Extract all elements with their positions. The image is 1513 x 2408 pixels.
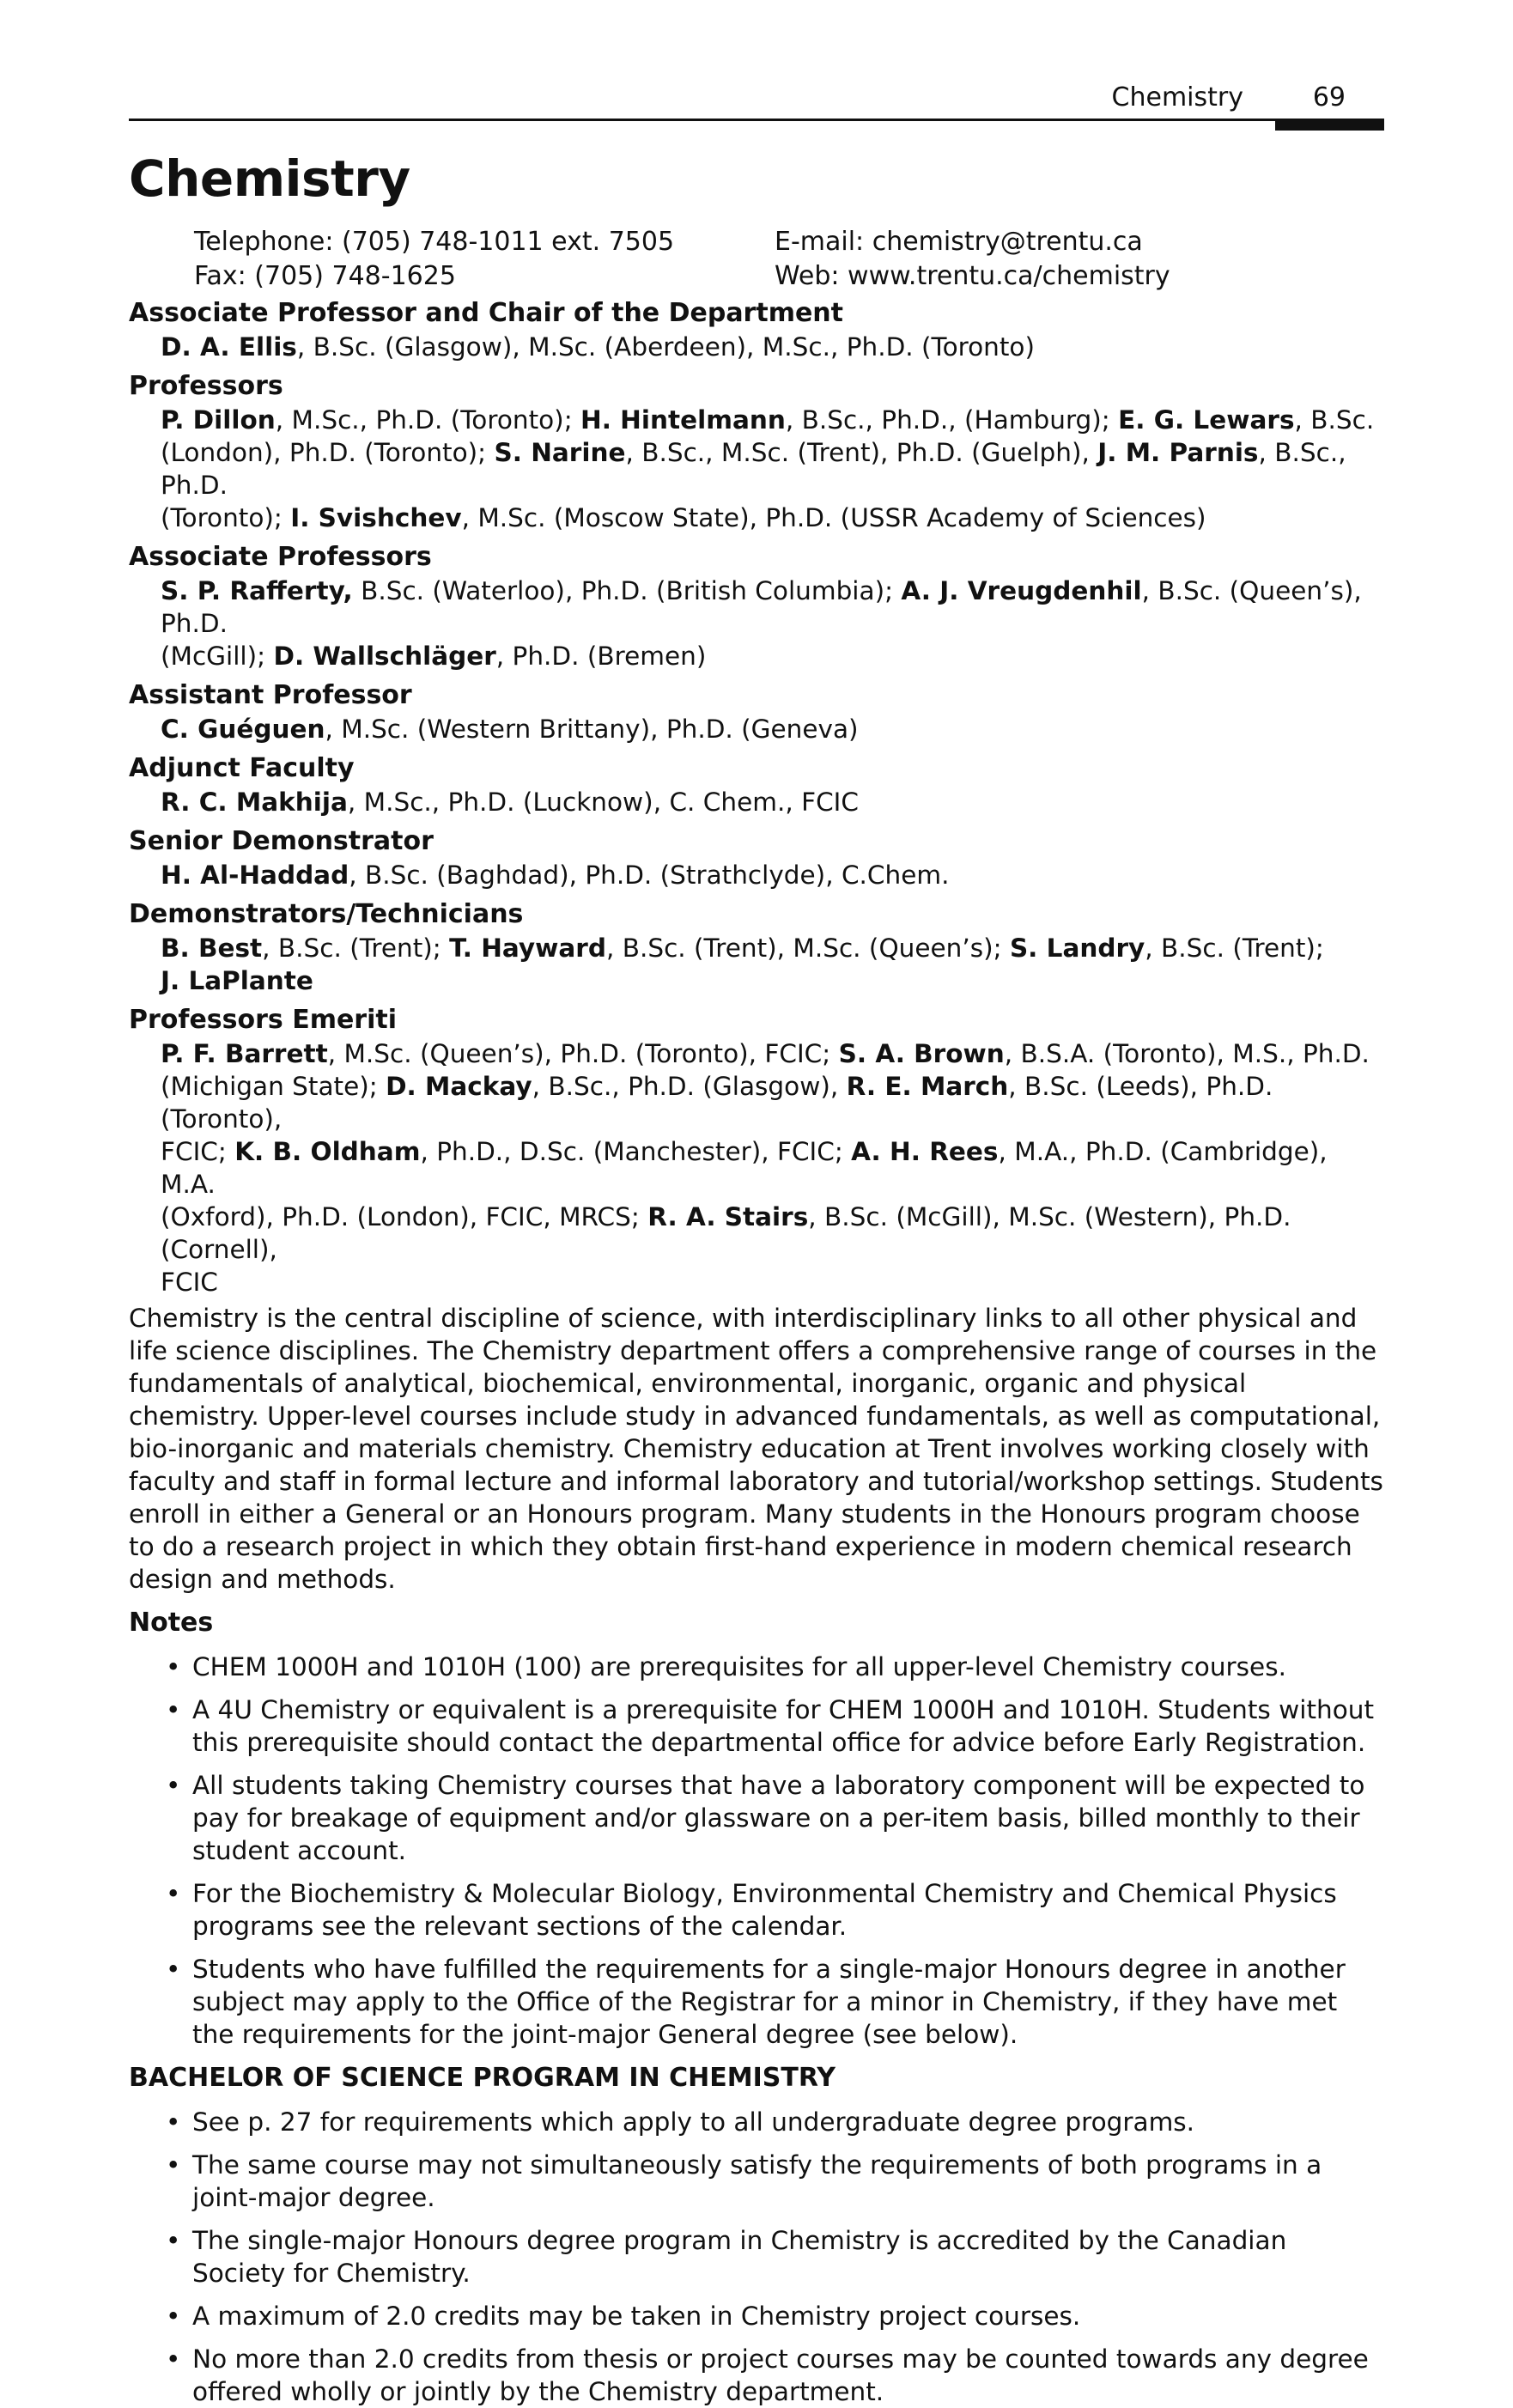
- bullet-icon: •: [166, 2344, 181, 2374]
- faculty-name: R. A. Stairs: [647, 1202, 809, 1231]
- faculty-name: S. Narine: [494, 438, 626, 467]
- faculty-line: [161, 640, 1384, 672]
- list-item-text: For the Biochemistry & Molecular Biology, Environmental Chemistry and Chemical Physics programs see the relevant sections of the calendar.: [192, 1879, 1337, 1941]
- faculty-credentials: , Ph.D., D.Sc. (Manchester), FCIC;: [420, 1137, 852, 1166]
- faculty-name: S. P. Rafferty,: [161, 576, 353, 605]
- faculty-heading: Associate Professors: [129, 542, 432, 572]
- list-item-text: No more than 2.0 credits from thesis or project courses may be counted towards any degree offered wholly or jointly by the Chemistry department.: [192, 2344, 1369, 2406]
- list-item-text: All students taking Chemistry courses that have a laboratory component will be expected to pay for breakage of equipment and/or glassware on a per-item basis, billed monthly to their student account.: [192, 1771, 1365, 1865]
- faculty-name: I. Svishchev: [290, 503, 462, 532]
- faculty-name: D. Wallschläger: [273, 642, 496, 671]
- fax: Fax: (705) 748-1625: [194, 261, 456, 291]
- website: Web: www.trentu.ca/chemistry: [775, 261, 1170, 291]
- faculty-credentials: (London), Ph.D. (Toronto);: [161, 438, 495, 467]
- faculty-credentials: , M.Sc. (Moscow State), Ph.D. (USSR Academy of Sciences): [461, 503, 1206, 532]
- list-item: [129, 2149, 1384, 2214]
- faculty-associate-professors: [129, 540, 1384, 672]
- faculty-credentials: , M.Sc. (Western Brittany), Ph.D. (Geneva): [325, 714, 859, 744]
- faculty-line: [161, 575, 1384, 640]
- faculty-line: [161, 404, 1384, 436]
- bullet-icon: •: [166, 1955, 181, 1984]
- email: E-mail: chemistry@trentu.ca: [775, 227, 1143, 257]
- list-item: [129, 1651, 1384, 1683]
- faculty-credentials: B.Sc. (Waterloo), Ph.D. (British Columbia);: [352, 576, 902, 605]
- list-item-text: See p. 27 for requirements which apply to all undergraduate degree programs.: [192, 2107, 1195, 2137]
- list-item-text: The same course may not simultaneously satisfy the requirements of both programs in a joint-major degree.: [192, 2150, 1322, 2212]
- faculty-credentials: , B.Sc., Ph.D., (Hamburg);: [785, 405, 1119, 435]
- faculty-adjunct: [129, 751, 1384, 818]
- bullet-icon: •: [166, 2226, 181, 2255]
- contact-web-block: [775, 225, 1170, 294]
- faculty-heading: Professors Emeriti: [129, 1005, 398, 1035]
- faculty-credentials: (Toronto);: [161, 503, 291, 532]
- bullet-icon: •: [166, 2107, 181, 2137]
- faculty-line: [161, 964, 1384, 997]
- faculty-line: [161, 1070, 1384, 1135]
- faculty-line: [161, 932, 1384, 964]
- notes-heading: Notes: [129, 1608, 214, 1638]
- intro-paragraph: Chemistry is the central discipline of science, with interdisciplinary links to all other physical and life science disciplines. The Chemistry department offers a comprehensive range of courses in the fundamentals of analytical, biochemical, environmental, inorganic, organic and physical chemistry. Upper-level courses include study in advanced fundamentals, as well as computational, bio-inorganic and materials chemistry. Chemistry education at Trent involves working closely with faculty and staff in formal lecture and informal laboratory and tutorial/workshop settings. Students enroll in either a General or an Honours program. Many students in the Honours program choose to do a research project in which they obtain first-hand experience in modern chemical research design and methods.: [129, 1304, 1383, 1594]
- faculty-heading: Senior Demonstrator: [129, 826, 434, 856]
- faculty-credentials: , B.Sc. (Glasgow), M.Sc. (Aberdeen), M.Sc., Ph.D. (Toronto): [296, 332, 1035, 362]
- notes-list: [129, 1651, 1384, 2051]
- faculty-credentials: , B.Sc. (Trent);: [262, 933, 450, 963]
- faculty-credentials: , B.Sc. (Queen’s), Ph.D.: [161, 576, 1362, 638]
- bullet-icon: •: [166, 1695, 181, 1724]
- faculty-name: J. M. Parnis: [1097, 438, 1259, 467]
- bullet-icon: •: [166, 1879, 181, 1908]
- faculty-credentials: (McGill);: [161, 642, 274, 671]
- list-item: [129, 1769, 1384, 1867]
- page-content: [129, 296, 1384, 2408]
- faculty-credentials: , B.Sc., Ph.D. (Glasgow),: [532, 1072, 847, 1101]
- faculty-name: S. Landry: [1009, 933, 1145, 963]
- faculty-line: [161, 859, 1384, 891]
- faculty-heading: Assistant Professor: [129, 680, 412, 710]
- faculty-name: H. Al-Haddad: [161, 860, 349, 890]
- faculty-line: [161, 786, 1384, 818]
- faculty-line: [161, 1135, 1384, 1201]
- faculty-heading: Demonstrators/Technicians: [129, 899, 524, 929]
- running-header: [129, 79, 1384, 121]
- faculty-name: C. Guéguen: [161, 714, 325, 744]
- faculty-line: [161, 502, 1384, 534]
- faculty-line: [161, 1201, 1384, 1266]
- page-title: Chemistry: [129, 149, 410, 208]
- faculty-credentials: , B.Sc., M.Sc. (Trent), Ph.D. (Guelph),: [625, 438, 1098, 467]
- faculty-name: T. Hayward: [449, 933, 606, 963]
- faculty-assistant-professor: [129, 678, 1384, 745]
- faculty-name: P. F. Barrett: [161, 1039, 328, 1068]
- faculty-credentials: , B.Sc. (McGill), M.Sc. (Western), Ph.D. (Cornell),: [161, 1202, 1291, 1264]
- list-item-text: Students who have fulfilled the requirements for a single-major Honours degree in another subject may apply to the Office of the Registrar for a minor in Chemistry, if they have met the requirements for the joint-major General degree (see below).: [192, 1955, 1346, 2049]
- faculty-name: S. A. Brown: [838, 1039, 1005, 1068]
- faculty-professors: [129, 369, 1384, 534]
- faculty-heading: Associate Professor and Chair of the Department: [129, 298, 844, 328]
- list-item: [129, 1694, 1384, 1759]
- bullet-icon: •: [166, 1652, 181, 1681]
- faculty-credentials: , B.Sc. (Baghdad), Ph.D. (Strathclyde), C.Chem.: [349, 860, 950, 890]
- list-item-text: The single-major Honours degree program in Chemistry is accredited by the Canadian Society for Chemistry.: [192, 2226, 1287, 2288]
- list-item: [129, 1953, 1384, 2051]
- faculty-credentials: , M.Sc., Ph.D. (Toronto);: [275, 405, 581, 435]
- faculty-name: A. H. Rees: [851, 1137, 999, 1166]
- faculty-senior-demonstrator: [129, 824, 1384, 891]
- faculty-credentials: , M.Sc., Ph.D. (Lucknow), C. Chem., FCIC: [347, 787, 859, 817]
- faculty-credentials: (Michigan State);: [161, 1072, 386, 1101]
- faculty-name: H. Hintelmann: [580, 405, 786, 435]
- contact-phone-block: [194, 225, 674, 294]
- faculty-chair: [129, 296, 1384, 363]
- faculty-name: J. LaPlante: [161, 966, 313, 995]
- telephone: Telephone: (705) 748-1011 ext. 7505: [194, 227, 675, 257]
- list-item: [129, 1877, 1384, 1943]
- faculty-line: [161, 1266, 1384, 1298]
- list-item: [129, 2224, 1384, 2289]
- faculty-credentials: , Ph.D. (Bremen): [495, 642, 707, 671]
- list-item: [129, 2300, 1384, 2332]
- faculty-name: K. B. Oldham: [234, 1137, 421, 1166]
- faculty-name: A. J. Vreugdenhil: [901, 576, 1142, 605]
- bsc-program-list: [129, 2106, 1384, 2408]
- bullet-icon: •: [166, 2302, 181, 2331]
- faculty-credentials: FCIC;: [161, 1137, 235, 1166]
- faculty-line: [161, 331, 1384, 363]
- bullet-icon: •: [166, 1771, 181, 1800]
- faculty-credentials: , B.Sc. (Leeds), Ph.D. (Toronto),: [161, 1072, 1273, 1134]
- list-item: [129, 2106, 1384, 2138]
- faculty-emeriti: [129, 1003, 1384, 1298]
- list-item-text: A maximum of 2.0 credits may be taken in Chemistry project courses.: [192, 2302, 1081, 2331]
- faculty-name: R. E. March: [846, 1072, 1009, 1101]
- faculty-name: P. Dillon: [161, 405, 276, 435]
- faculty-heading: Adjunct Faculty: [129, 753, 355, 783]
- faculty-credentials: , M.A., Ph.D. (Cambridge), M.A.: [161, 1137, 1328, 1199]
- faculty-name: D. Mackay: [386, 1072, 532, 1101]
- faculty-credentials: (Oxford), Ph.D. (London), FCIC, MRCS;: [161, 1202, 648, 1231]
- list-item: [129, 2343, 1384, 2408]
- faculty-credentials: , B.Sc.: [1294, 405, 1375, 435]
- list-item-text: CHEM 1000H and 1010H (100) are prerequisites for all upper-level Chemistry courses.: [192, 1652, 1286, 1681]
- header-section-name: Chemistry: [1111, 82, 1243, 112]
- faculty-credentials: , B.Sc., Ph.D.: [161, 438, 1346, 500]
- faculty-line: [161, 713, 1384, 745]
- thumb-tab-bar: [1275, 119, 1384, 131]
- faculty-credentials: , B.S.A. (Toronto), M.S., Ph.D.: [1004, 1039, 1370, 1068]
- faculty-line: [161, 1037, 1384, 1070]
- faculty-credentials: , B.Sc. (Trent);: [1145, 933, 1324, 963]
- faculty-credentials: FCIC: [161, 1268, 218, 1297]
- faculty-heading: Professors: [129, 371, 283, 401]
- faculty-demonstrators: [129, 897, 1384, 997]
- faculty-credentials: , B.Sc. (Trent), M.Sc. (Queen’s);: [605, 933, 1010, 963]
- bullet-icon: •: [166, 2150, 181, 2180]
- list-item-text: A 4U Chemistry or equivalent is a prerequisite for CHEM 1000H and 1010H. Students without this prerequisite should contact the departmental office for advice before Early Registration.: [192, 1695, 1375, 1757]
- faculty-name: B. Best: [161, 933, 263, 963]
- faculty-name: R. C. Makhija: [161, 787, 348, 817]
- faculty-credentials: , M.Sc. (Queen’s), Ph.D. (Toronto), FCIC;: [327, 1039, 839, 1068]
- faculty-name: E. G. Lewars: [1118, 405, 1295, 435]
- faculty-line: [161, 436, 1384, 502]
- page-number: 69: [1312, 82, 1346, 112]
- faculty-name: D. A. Ellis: [161, 332, 297, 362]
- bsc-program-heading: BACHELOR OF SCIENCE PROGRAM IN CHEMISTRY: [129, 2063, 836, 2093]
